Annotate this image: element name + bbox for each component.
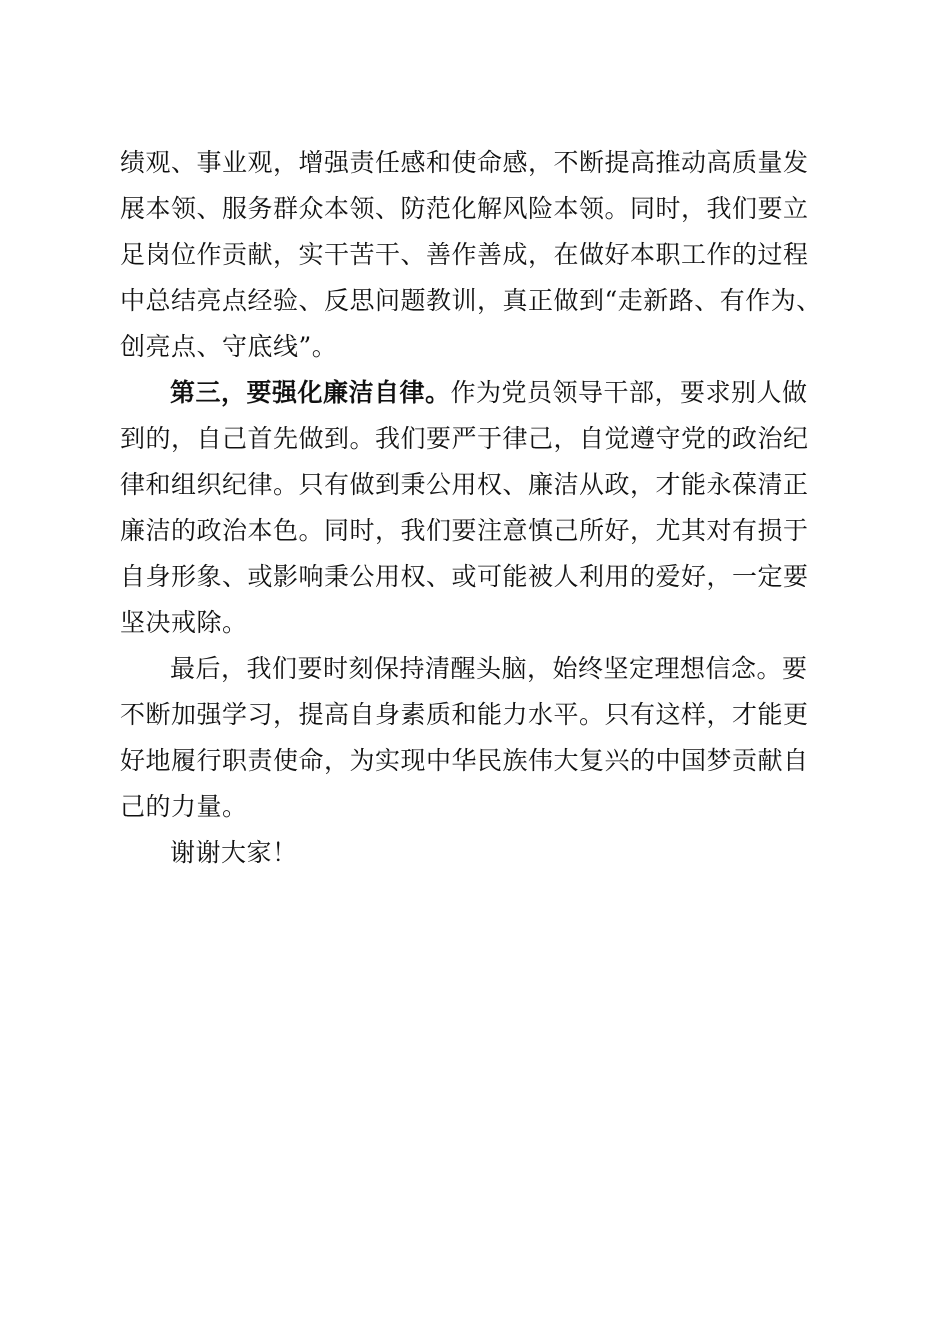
text-line: 廉洁的政治本色。同时，我们要注意慎己所好，尤其对有损于: [120, 516, 809, 545]
section-heading: 第三，要强化廉洁自律。: [170, 378, 451, 407]
closing-text: 谢谢大家！: [170, 838, 298, 867]
text-line: 足岗位作贡献，实干苦干、善作善成，在做好本职工作的过程: [120, 240, 809, 269]
text-line: 到的，自己首先做到。我们要严于律己，自觉遵守党的政治纪: [120, 424, 809, 453]
text-line: 己的力量。: [120, 792, 248, 821]
text-line: 坚决戒除。: [120, 608, 248, 637]
text-line: 最后，我们要时刻保持清醒头脑，始终坚定理想信念。要: [170, 654, 808, 683]
text-line: 展本领、服务群众本领、防范化解风险本领。同时，我们要立: [120, 194, 809, 223]
text-line: 好地履行职责使命，为实现中华民族伟大复兴的中国梦贡献自: [120, 746, 809, 775]
text-line: 不断加强学习，提高自身素质和能力水平。只有这样，才能更: [120, 700, 809, 729]
text-line: 中总结亮点经验、反思问题教训，真正做到“走新路、有作为、: [120, 286, 822, 315]
paragraph-1: [120, 140, 832, 370]
text-line: 绩观、事业观，增强责任感和使命感，不断提高推动高质量发: [120, 148, 809, 177]
document-body: [120, 140, 832, 876]
text-line: 自身形象、或影响秉公用权、或可能被人利用的爱好，一定要: [120, 562, 809, 591]
paragraph-2: [120, 370, 832, 646]
text-span: 作为党员领导干部，要求别人做: [450, 378, 808, 407]
text-line: [120, 370, 832, 416]
text-line: 律和组织纪律。只有做到秉公用权、廉洁从政，才能永葆清正: [120, 470, 809, 499]
text-line: 创亮点、守底线”。: [120, 332, 338, 361]
closing-paragraph: [120, 830, 832, 876]
paragraph-3: [120, 646, 832, 830]
